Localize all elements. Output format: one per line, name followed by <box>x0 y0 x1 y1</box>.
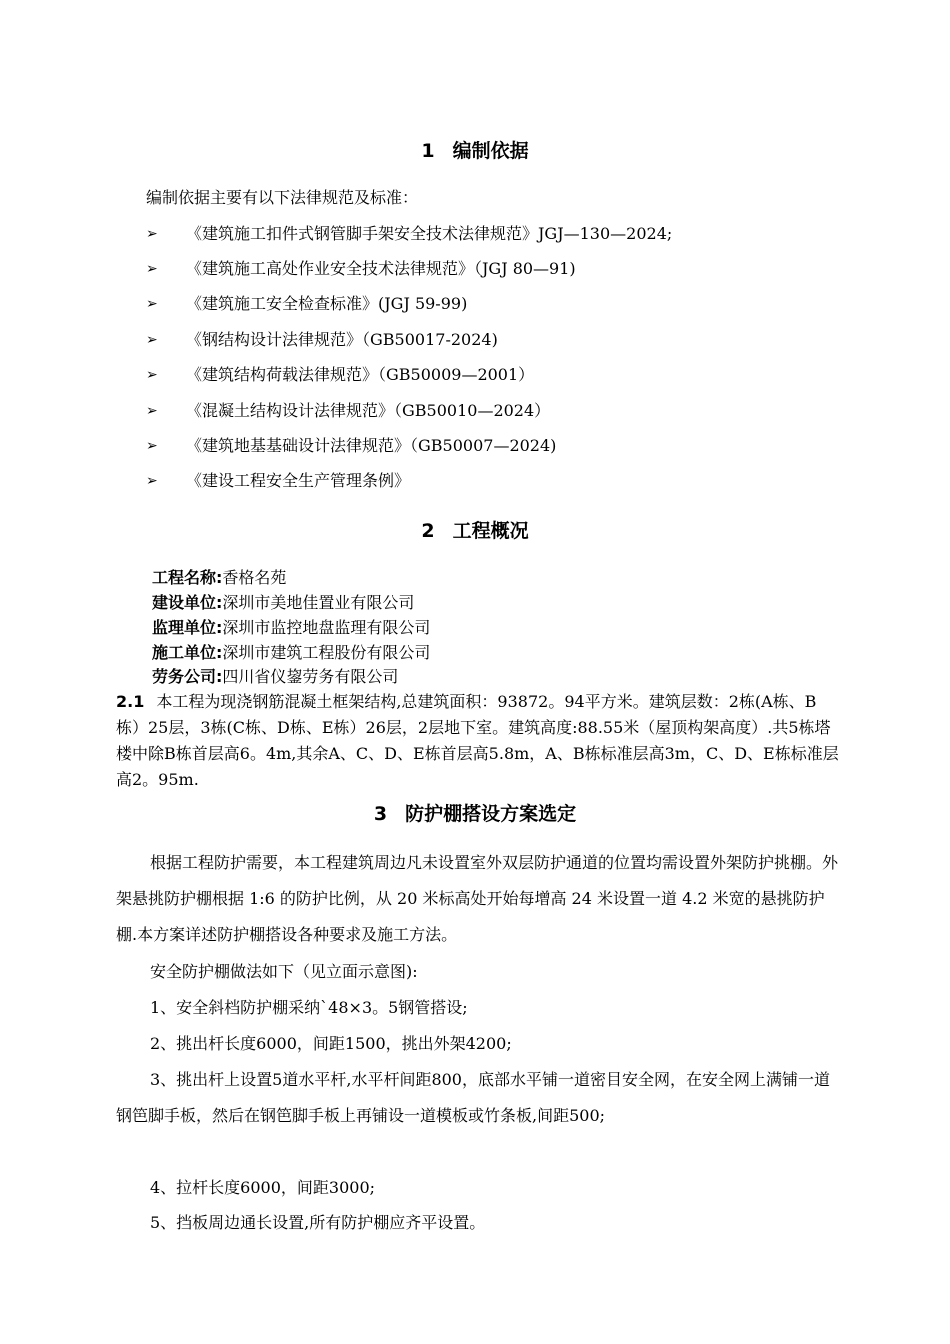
standard-item: 《建筑结构荷载法律规范》（GB50009—2001） <box>186 365 535 384</box>
paragraph: 1、安全斜档防护棚采纳`48×3。5钢管搭设; <box>150 998 468 1017</box>
info-key: 工程名称: <box>152 568 223 587</box>
subsection-2-1 <box>116 689 840 793</box>
subsection-number: 2.1 <box>116 692 145 711</box>
bullet-marker: ➢ <box>146 403 158 419</box>
info-value: 四川省仪鋆劳务有限公司 <box>222 667 399 686</box>
project-info-row <box>152 617 430 639</box>
paragraph: 安全防护棚做法如下（见立面示意图): <box>150 962 418 981</box>
section-2-heading <box>0 518 950 544</box>
section-2-number: 2 <box>421 520 435 542</box>
standard-item: 《建筑施工扣件式钢管脚手架安全技术法律规范》JGJ—130—2024; <box>186 224 673 243</box>
standard-item: 《建筑施工安全检查标准》(JGJ 59-99) <box>186 294 468 313</box>
info-value: 深圳市美地佳置业有限公司 <box>222 593 415 612</box>
standard-item: 《混凝土结构设计法律规范》（GB50010—2024） <box>186 401 551 420</box>
bullet-marker: ➢ <box>146 332 158 348</box>
paragraph: 5、挡板周边通长设置,所有防护棚应齐平设置。 <box>150 1213 486 1232</box>
info-value: 深圳市监控地盘监理有限公司 <box>222 618 431 637</box>
project-info-row <box>152 567 286 589</box>
section-1-title: 编制依据 <box>452 140 529 162</box>
standard-item: 《建设工程安全生产管理条例》 <box>186 471 411 490</box>
bullet-marker: ➢ <box>146 473 158 489</box>
section-1-number: 1 <box>421 140 435 162</box>
paragraph: 2、挑出杆长度6000，间距1500，挑出外架4200; <box>150 1034 512 1053</box>
standard-item: 《钢结构设计法律规范》（GB50017-2024) <box>186 330 498 349</box>
project-info-row <box>152 592 414 614</box>
section-1-heading <box>0 138 950 164</box>
paragraph: 3、挑出杆上设置5道水平杆,水平杆间距800，底部水平铺一道密目安全网，在安全网上满铺一道钢笆脚手板，然后在钢笆脚手板上再铺设一道模板或竹条板,间距500; <box>116 1070 830 1125</box>
info-key: 劳务公司: <box>152 667 223 686</box>
bullet-marker: ➢ <box>146 367 158 383</box>
standard-item: 《建筑地基基础设计法律规范》（GB50007—2024) <box>186 436 557 455</box>
subsection-text: 本工程为现浇钢筋混凝土框架结构,总建筑面积：93872。94平方米。建筑层数：2栋(A栋、B栋）25层，3栋(C栋、D栋、E栋）26层，2层地下室。建筑高度:88.55米（屋顶构架高度）.共5栋塔楼中除B栋首层高6。4m,其余A、C、D、E栋首层高5.8m，A、B栋标准层高3m，C、D、E栋标准层高2。95m. <box>116 692 839 789</box>
paragraph: 根据工程防护需要，本工程建筑周边凡未设置室外双层防护通道的位置均需设置外架防护挑棚。外架悬挑防护棚根据 1:6 的防护比例，从 20 米标高处开始每增高 24 米设置一道 4.2 米宽的悬挑防护棚.本方案详述防护棚搭设各种要求及施工方法。 <box>116 853 839 944</box>
section-3-heading <box>0 801 950 827</box>
section-2-title: 工程概况 <box>452 520 529 542</box>
paragraph: 4、拉杆长度6000，间距3000; <box>150 1178 376 1197</box>
project-info-row <box>152 642 430 664</box>
project-info-row <box>152 666 398 688</box>
info-key: 施工单位: <box>152 643 223 662</box>
standard-item: 《建筑施工高处作业安全技术法律规范》（JGJ 80—91) <box>186 259 576 278</box>
section-3-title: 防护棚搭设方案选定 <box>405 803 577 825</box>
bullet-marker: ➢ <box>146 296 158 312</box>
info-value: 深圳市建筑工程股份有限公司 <box>222 643 431 662</box>
info-key: 建设单位: <box>152 593 223 612</box>
bullet-marker: ➢ <box>146 261 158 277</box>
bullet-marker: ➢ <box>146 226 158 242</box>
info-key: 监理单位: <box>152 618 223 637</box>
info-value: 香格名苑 <box>222 568 287 587</box>
bullet-marker: ➢ <box>146 438 158 454</box>
section-1-intro: 编制依据主要有以下法律规范及标准： <box>146 188 419 207</box>
section-3-number: 3 <box>373 803 388 825</box>
